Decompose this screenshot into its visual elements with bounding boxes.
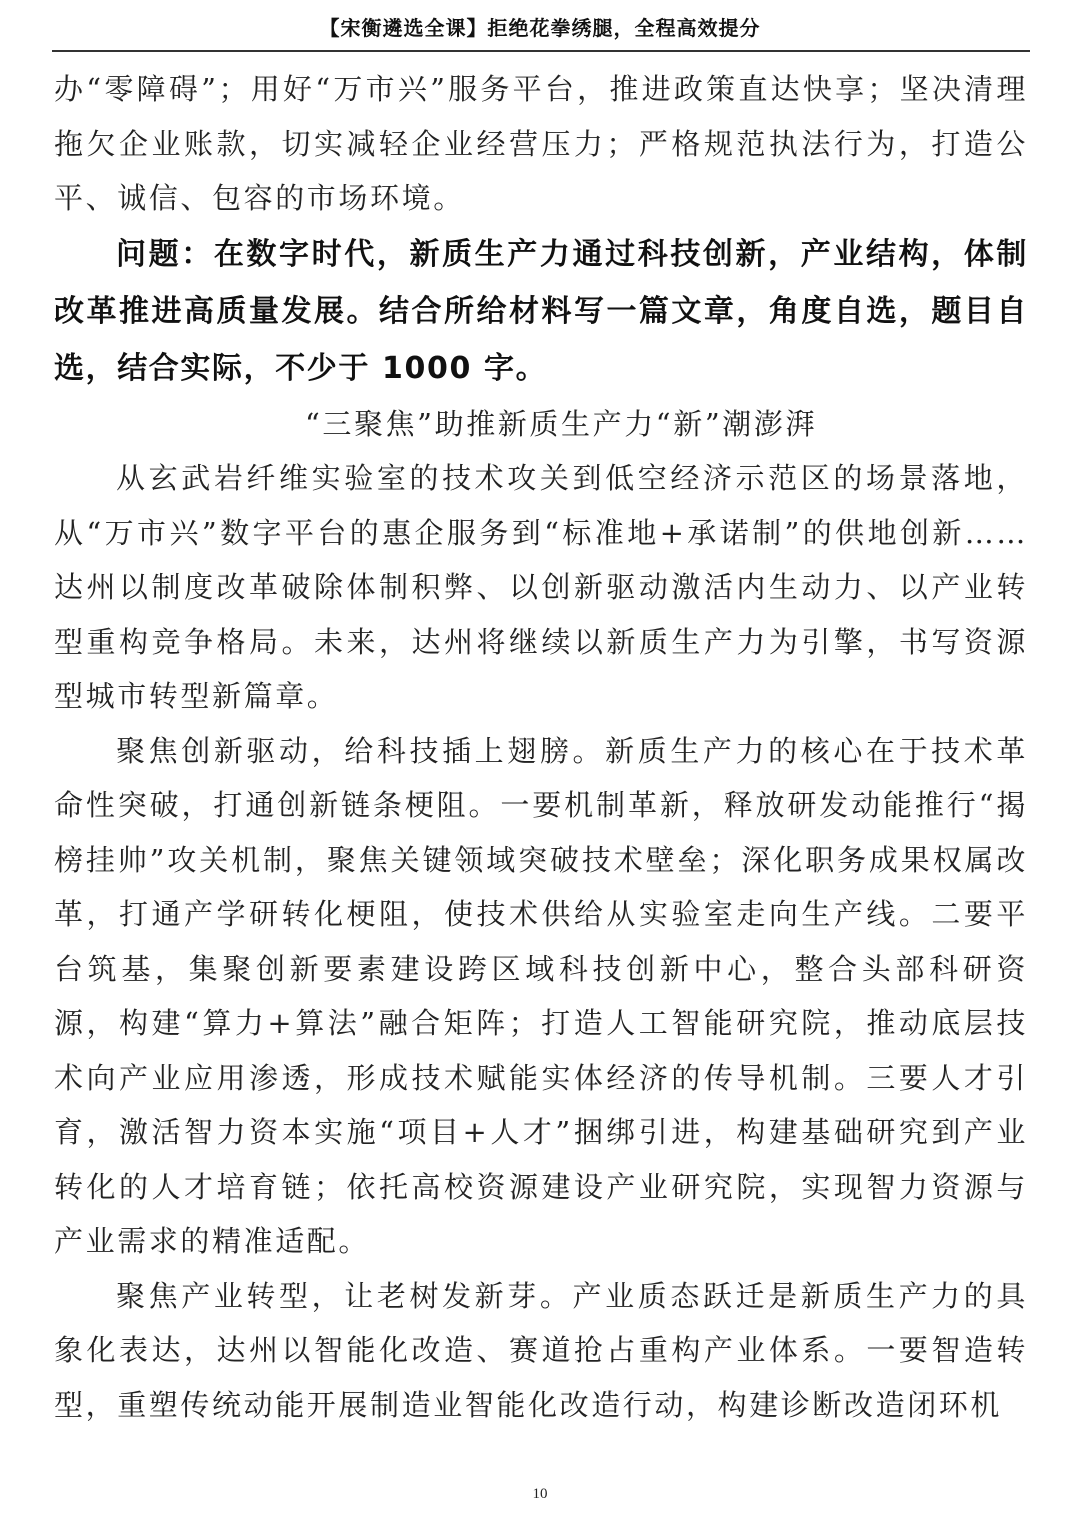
header-divider [52, 50, 1030, 52]
body-paragraph: 从玄武岩纤维实验室的技术攻关到低空经济示范区的场景落地，从“万市兴”数字平台的惠企服务到“标准地+承诺制”的供地创新……达州以制度改革破除体制积弊、以创新驱动激活内生动力、以产业转型重构竞争格局。未来，达州将继续以新质生产力为引擎，书写资源型城市转型新篇章。 [54, 461, 1028, 713]
page-header: 【宋衡遴选全课】拒绝花拳绣腿，全程高效提分 [319, 16, 761, 40]
body-paragraph: 聚焦创新驱动，给科技插上翅膀。新质生产力的核心在于技术革命性突破，打通创新链条梗阻。一要机制革新，释放研发动能推行“揭榜挂帅”攻关机制，聚焦关键领域突破技术壁垒；深化职务成果权属改革，打通产学研转化梗阻，使技术供给从实验室走向生产线。二要平台筑基，集聚创新要素建设跨区域科技创新中心，整合头部科研资源，构建“算力+算法”融合矩阵；打造人工智能研究院，推动底层技术向产业应用渗透，形成技术赋能实体经济的传导机制。三要人才引育，激活智力资本实施“项目+人才”捆绑引进，构建基础研究到产业转化的人才培育链；依托高校资源建设产业研究院，实现智力资源与产业需求的精准适配。 [54, 733, 1028, 1258]
page-number: 10 [532, 1486, 548, 1502]
document-body [54, 62, 1028, 1432]
essay-title: “三聚焦”助推新质生产力“新”潮澎湃 [304, 406, 818, 441]
body-paragraph: 聚焦产业转型，让老树发新芽。产业质态跃迁是新质生产力的具象化表达，达州以智能化改造、赛道抢占重构产业体系。一要智造转型，重塑传统动能开展制造业智能化改造行动，构建诊断改造闭环机 [54, 1278, 1028, 1422]
carryover-paragraph: 办“零障碍”；用好“万市兴”服务平台，推进政策直达快享；坚决清理拖欠企业账款，切实减轻企业经营压力；严格规范执法行为，打造公平、诚信、包容的市场环境。 [54, 72, 1028, 215]
question-paragraph: 问题：在数字时代，新质生产力通过科技创新，产业结构，体制改革推进高质量发展。结合所给材料写一篇文章，角度自选，题目自选，结合实际，不少于 1000 字。 [54, 236, 1028, 386]
